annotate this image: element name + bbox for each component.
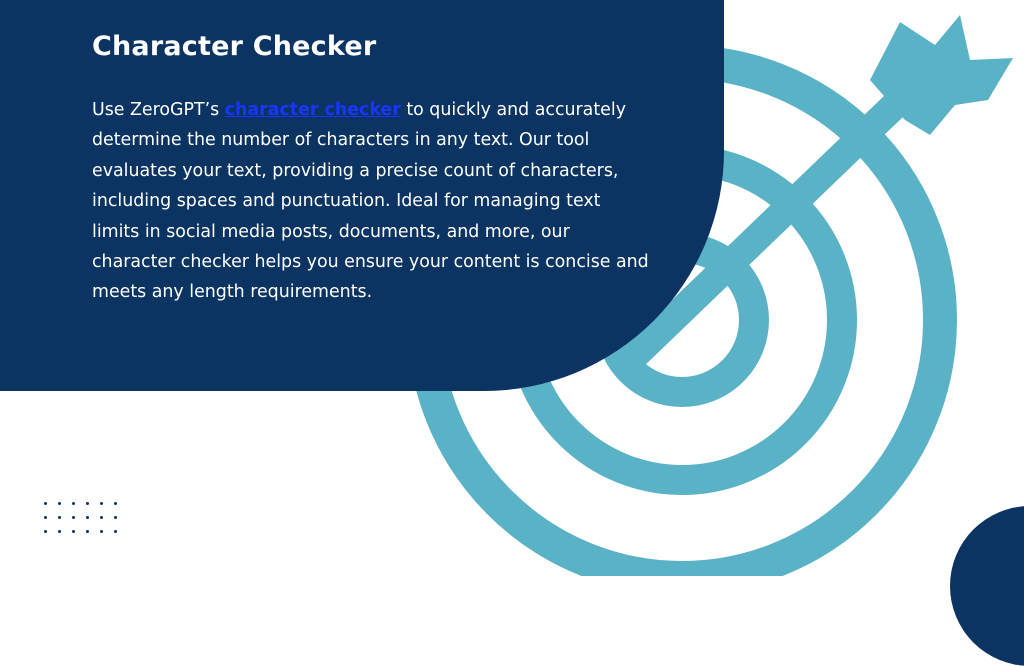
body-text-suffix: to quickly and accurately determine the number of characters in any text. Our tool evaluates your text, providing a precise count of characters, including spaces and punctuation. Ideal for managing text limits in social media posts, documents, and more, our character checker helps you ensure your content is concise and meets any length requirements.	[92, 100, 649, 303]
body-text-prefix: Use ZeroGPT’s	[92, 100, 225, 120]
page-title: Character Checker	[92, 31, 377, 62]
character-checker-link[interactable]: character checker	[224, 100, 401, 120]
description-paragraph	[92, 95, 652, 308]
dot-grid-icon	[44, 502, 128, 542]
